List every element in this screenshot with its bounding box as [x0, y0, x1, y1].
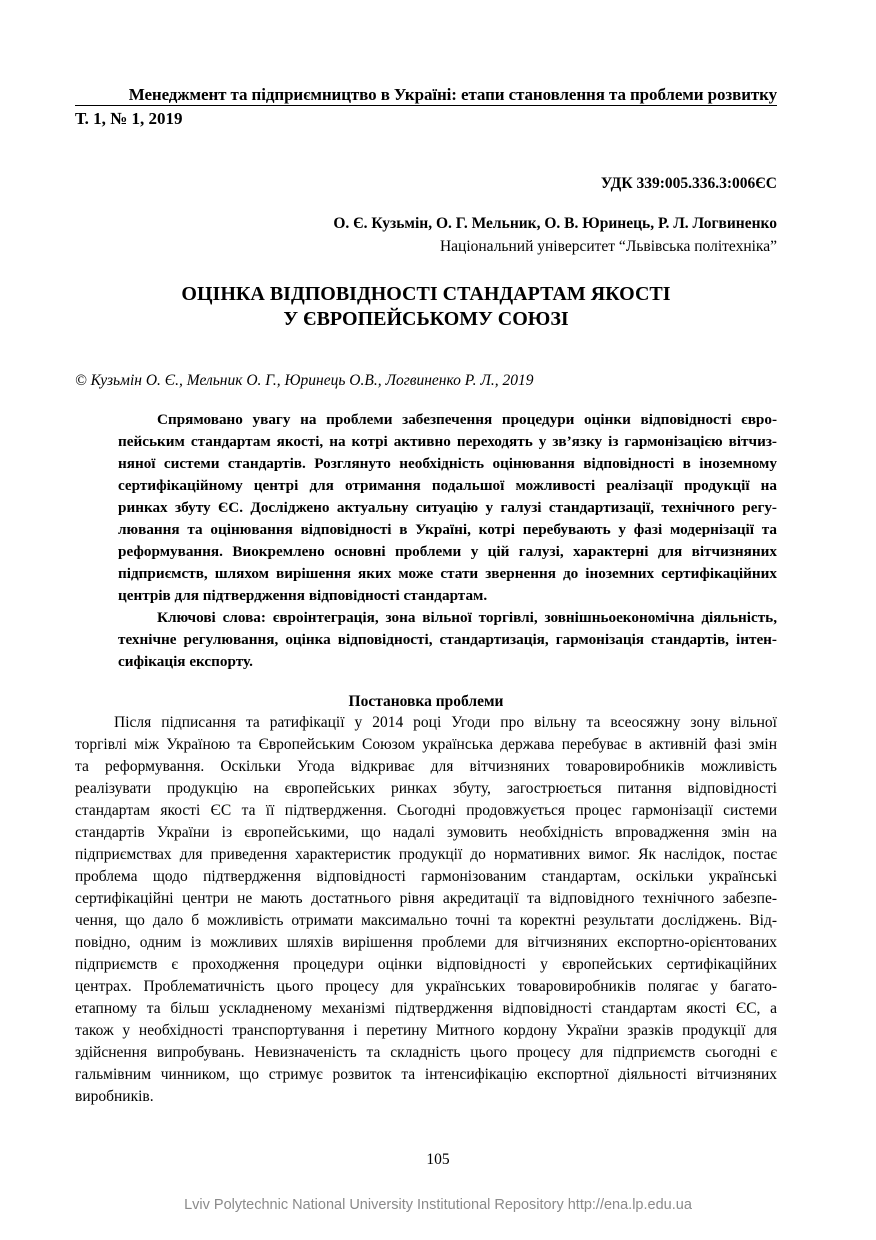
udk-code: УДК 339:005.336.3:006ЄС [600, 175, 777, 192]
section-heading: Постановка проблеми [348, 693, 504, 710]
text-line: підприємств, шляхом вирішення яких може стати звернення до іноземних сертифікаційних [118, 565, 777, 582]
text-line: няної системи стандартів. Розглянуто необхідність оцінювання відповідності в іноземному [118, 455, 777, 472]
repository-footer: Lviv Polytechnic National University Institutional Repository http://ena.lp.edu.ua [184, 1197, 692, 1213]
text-line: пейським стандартам якості, на котрі активно переходять у зв’язку із гармонізацією вітчиз- [118, 433, 777, 450]
body-paragraph [75, 712, 777, 1108]
volume-issue: Т. 1, № 1, 2019 [75, 109, 183, 128]
text-line: підприємствах для приведення характеристик продукції до нормативних вимог. Як наслідок, постає [75, 846, 777, 863]
text-line: чення, що дало б можливість отримати максимально точні та коректні результати досліджень. Від- [75, 912, 777, 929]
text-line: Ключові слова: євроінтеграція, зона вільної торгівлі, зовнішньоекономічна діяльність, [157, 609, 777, 626]
authors: О. Є. Кузьмін, О. Г. Мельник, О. В. Юринець, Р. Л. Логвиненко [333, 215, 777, 232]
text-line: сифікація експорту. [118, 653, 253, 670]
affiliation: Національний університет “Львівська політехніка” [439, 238, 777, 255]
text-line: та реформування. Оскільки Угода відкриває для вітчизняних товаровиробників можливість [75, 758, 777, 775]
text-line: технічне регулювання, оцінка відповідності, стандартизація, гармонізація стандартів, інтен- [118, 631, 777, 648]
journal-title: Менеджмент та підприємництво в Україні: етапи становлення та проблеми розвитку [75, 85, 777, 106]
text-line: підприємств є проходження процедури оцінки відповідності у європейських сертифікаційних [75, 956, 777, 973]
text-line: повідно, одним із можливих шляхів вирішення проблеми для вітчизняних експортно-орієнтованих [75, 934, 777, 951]
keywords [118, 607, 777, 673]
text-line: реалізувати продукцію на європейських ринках збуту, загострюється питання відповідності [75, 780, 777, 797]
text-line: етапному та більш ускладненому механізмі підтвердження відповідності стандартам якості ЄС, а [75, 1000, 777, 1017]
text-line: лювання та оцінювання відповідності в Україні, котрі перебувають у фазі модернізації та [118, 521, 777, 538]
text-line: центрах. Проблематичність цього процесу для українських товаровиробників полягає у багато- [75, 978, 777, 995]
text-line: Спрямовано увагу на проблеми забезпечення процедури оцінки відповідності євро- [157, 411, 777, 428]
abstract [118, 409, 777, 607]
text-line: сертифікаційні центри не мають достатнього рівня акредитації та відповідного технічного забезпе- [75, 890, 777, 907]
article-title [75, 282, 777, 332]
title-line: ОЦІНКА ВІДПОВІДНОСТІ СТАНДАРТАМ ЯКОСТІ [181, 283, 671, 305]
text-line: стандартам якості ЄС та її підтвердження. Сьогодні продовжується процес гармонізації системи [75, 802, 777, 819]
title-line: У ЄВРОПЕЙСЬКОМУ СОЮЗІ [283, 308, 569, 330]
text-line: проблема щодо підтвердження відповідності гармонізованим стандартам, оскільки українські [75, 868, 777, 885]
text-line: Після підписання та ратифікації у 2014 році Угоди про вільну та всеосяжну зону вільної [114, 714, 777, 731]
text-line: виробників. [75, 1088, 154, 1105]
text-line: здійснення випробувань. Невизначеність та складність цього процесу для підприємств сьогодні є [75, 1044, 777, 1061]
text-line: центрів для підтвердження відповідності стандартам. [118, 587, 488, 604]
text-line: торгівлі між Україною та Європейським Союзом українська держава перебуває в активній фазі змін [75, 736, 777, 753]
page-number: 105 [426, 1151, 450, 1168]
text-line: стандартів України із європейськими, що надалі зумовить необхідність впровадження змін на [75, 824, 777, 841]
text-line: ринках збуту ЄС. Досліджено актуальну ситуацію у галузі стандартизації, технічного регу- [118, 499, 777, 516]
text-line: реформування. Виокремлено основні проблеми у цій галузі, характерні для вітчизняних [118, 543, 777, 560]
text-line: сертифікаційному центрі для отримання подальшої можливості реалізації продукції на [118, 477, 777, 494]
text-line: також у необхідності транспортування і перетину Митного кордону України зразків продукції для [75, 1022, 777, 1039]
text-line: гальмівним чинником, що стримує розвиток та інтенсифікацію експортної діяльності вітчизняних [75, 1066, 777, 1083]
copyright: © Кузьмін О. Є., Мельник О. Г., Юринець О.В., Логвиненко Р. Л., 2019 [75, 372, 534, 389]
